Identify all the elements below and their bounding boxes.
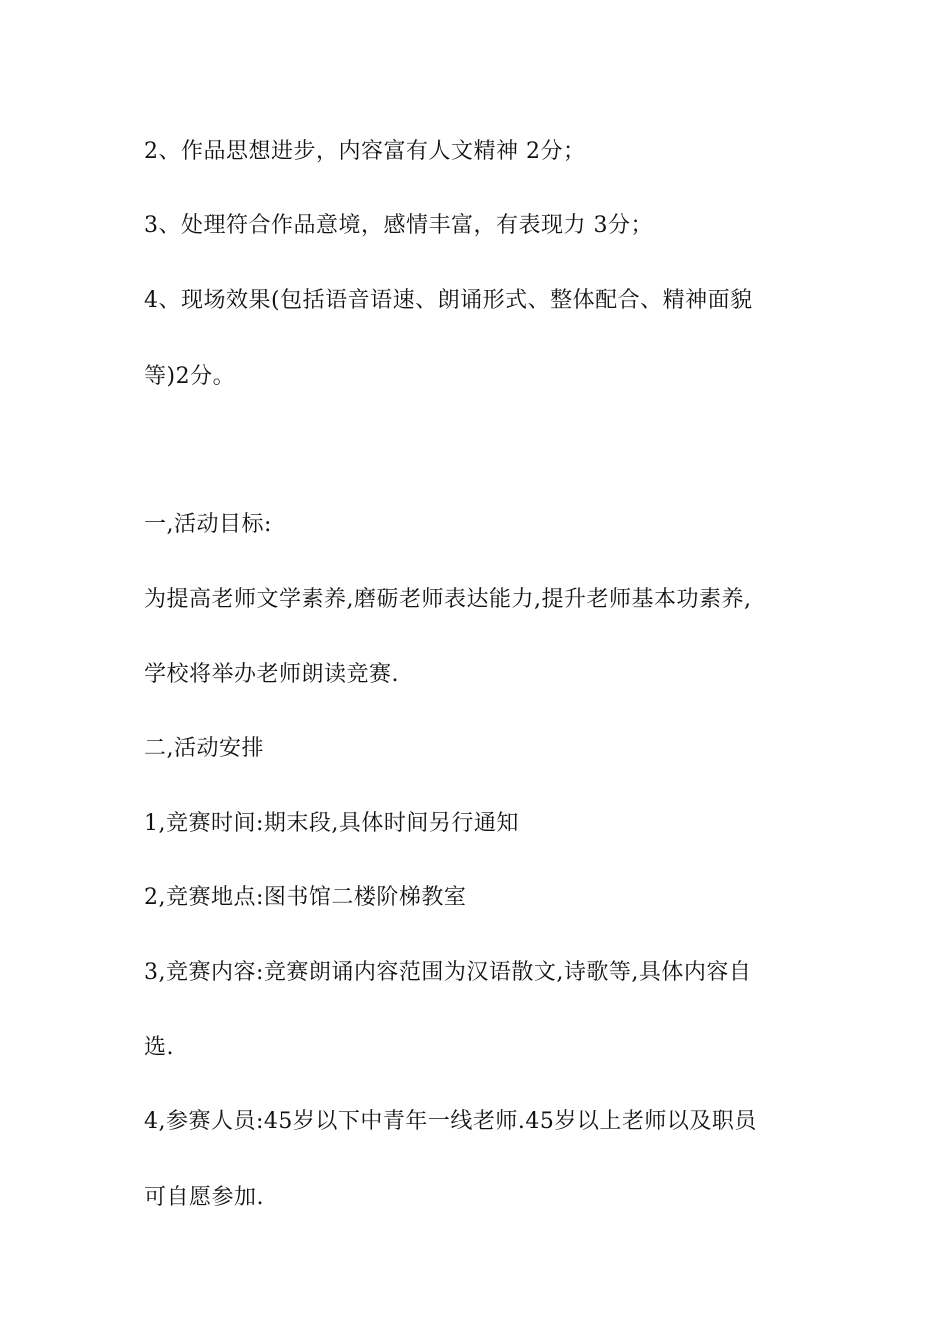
scoring-item-4: 4、现场效果(包括语音语速、朗诵形式、整体配合、精神面貌: [144, 288, 753, 313]
section-2-heading: 二,活动安排: [144, 736, 264, 761]
section-1-paragraph-line: 为提高老师文学素养,磨砺老师表达能力,提升老师基本功素养,: [144, 587, 752, 612]
scoring-item-3: 3、处理符合作品意境，感情丰富，有表现力 3分；: [144, 213, 653, 238]
arrangement-content-continued: 选.: [144, 1035, 174, 1060]
arrangement-location: 2,竞赛地点:图书馆二楼阶梯教室: [144, 885, 467, 910]
arrangement-time: 1,竞赛时间:期末段,具体时间另行通知: [144, 811, 519, 836]
scoring-item-4-continued: 等)2分。: [144, 364, 236, 389]
scoring-item-2: 2、作品思想进步，内容富有人文精神 2分；: [144, 139, 586, 164]
arrangement-participants-continued: 可自愿参加.: [144, 1185, 264, 1210]
section-1-paragraph-line: 学校将举办老师朗读竞赛.: [144, 662, 399, 687]
section-1-heading: 一,活动目标:: [144, 512, 272, 537]
arrangement-content: 3,竞赛内容:竞赛朗诵内容范围为汉语散文,诗歌等,具体内容自: [144, 960, 752, 985]
arrangement-participants: 4,参赛人员:45岁以下中青年一线老师.45岁以上老师以及职员: [144, 1109, 757, 1134]
